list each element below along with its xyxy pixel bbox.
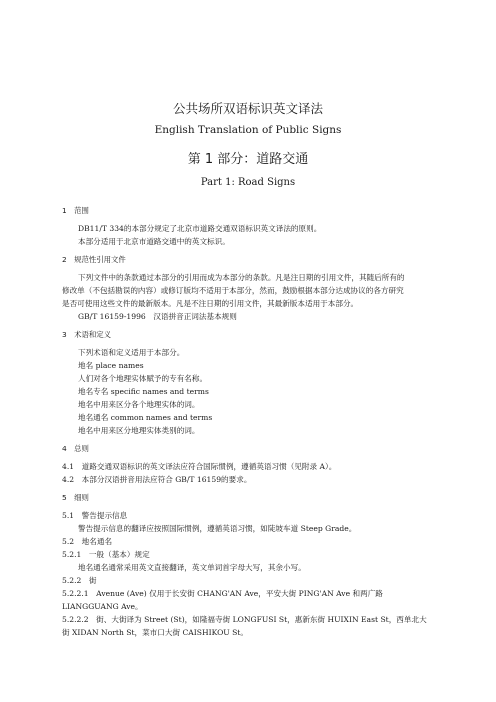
text-line: 5.2.2 街 — [62, 576, 97, 585]
section-heading: 5 细则 — [62, 493, 89, 502]
text-line: 是否可使用这些文件的最新版本。凡是不注日期的引用文件，其最新版本适用于本部分。 — [62, 299, 359, 308]
text-line: 人们对各个地理实体赋予的专有名称。 — [78, 374, 208, 383]
text-line: 下列文件中的条款通过本部分的引用而成为本部分的条款。凡是注日期的引用文件，其随后所有的 — [78, 273, 405, 282]
text-line: 5.2.2.2 街、大街译为 Street (St)，如隆福寺街 LONGFUSI St，惠新东街 HUIXIN East St，西单北大 — [62, 615, 427, 624]
text-line: 地名通名 common names and terms — [78, 413, 213, 422]
text-line: 4.1 道路交通双语标识的英文译法应符合国际惯例，遵循英语习惯（见附录 A）。 — [62, 462, 337, 471]
text-line: LIANGGUANG Ave。 — [62, 602, 143, 611]
text-line: 地名中用来区分各个地理实体的词。 — [78, 400, 200, 409]
text-line: 地名中用来区分地理实体类别的词。 — [78, 426, 200, 435]
section-heading: 3 术语和定义 — [62, 330, 112, 339]
text-line: 5.2.1 一般（基本）规定 — [62, 550, 150, 559]
part-title-english: Part 1: Road Signs — [200, 177, 296, 188]
text-line: 5.1 警告提示信息 — [62, 511, 128, 520]
title-chinese: 公共场所双语标识英文译法 — [172, 101, 323, 116]
text-line: DB11/T 334的本部分规定了北京市道路交通双语标识英文译法的原则。 — [78, 224, 322, 233]
section-heading: 2 规范性引用文件 — [62, 255, 126, 264]
title-english: English Translation of Public Signs — [154, 124, 342, 136]
text-line: 地名专名 specific names and terms — [78, 387, 209, 396]
text-line: 下列术语和定义适用于本部分。 — [78, 348, 185, 357]
text-line: 街 XIDAN North St，菜市口大街 CAISHIKOU St。 — [62, 628, 248, 637]
text-line: 地名通名通常采用英文直接翻译，英文单词首字母大写，其余小写。 — [78, 563, 306, 572]
text-line: 5.2 地名通名 — [62, 537, 113, 546]
part-title-chinese: 第 1 部分：道路交通 — [187, 152, 309, 167]
text-line: 4.2 本部分汉语拼音用法应符合 GB/T 16159的要求。 — [62, 475, 252, 484]
section-heading: 4 总则 — [62, 444, 89, 453]
text-line: 5.2.2.1 Avenue (Ave) 仅用于长安街 CHANG'AN Ave，平安大街 PING'AN Ave 和两广路 — [62, 589, 383, 598]
text-line: 地名 place names — [78, 361, 144, 370]
text-line: 警告提示信息的翻译应按照国际惯例，遵循英语习惯，如陡坡车道 Steep Grade。 — [78, 524, 357, 533]
section-heading: 1 范围 — [62, 206, 89, 215]
text-line: 本部分适用于北京市道路交通中的英文标识。 — [78, 237, 230, 246]
text-line: GB/T 16159-1996 汉语拼音正词法基本规则 — [78, 312, 237, 321]
text-line: 修改单（不包括勘误的内容）或修订版均不适用于本部分，然而，鼓励根据本部分达成协议的各方研究 — [62, 286, 404, 295]
